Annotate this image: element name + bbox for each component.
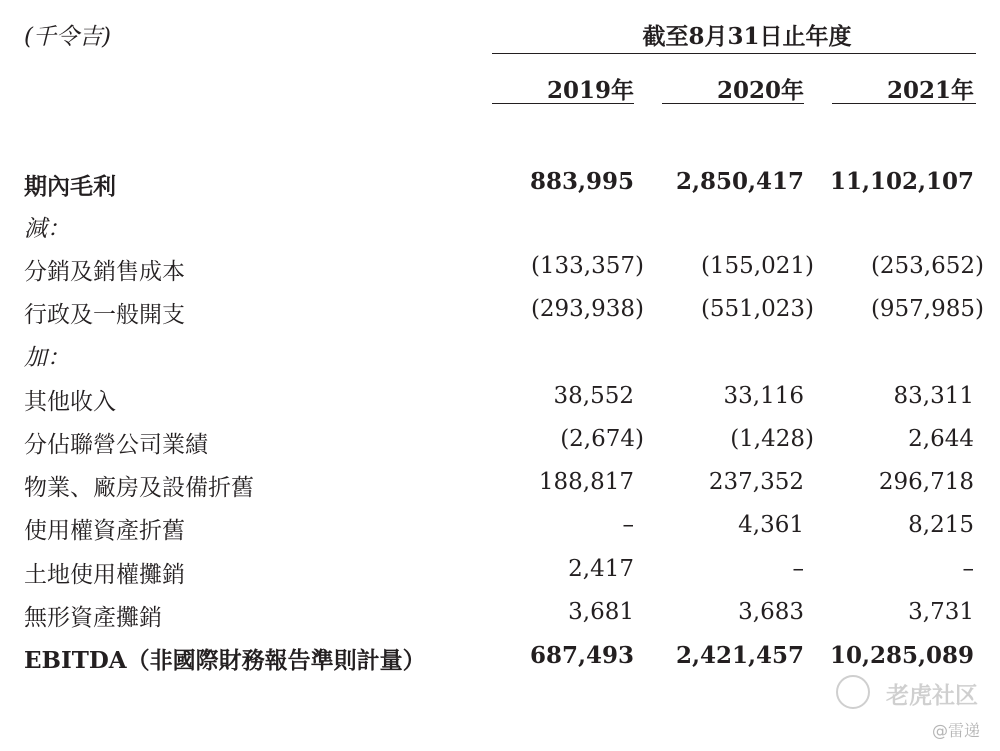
value-2020: 4,361	[738, 512, 804, 538]
year-header-2021: 2021年	[886, 77, 974, 104]
value-2021: 8,215	[908, 512, 974, 538]
year-header-2020: 2020年	[716, 77, 804, 104]
value-2020: (551,023)	[700, 296, 814, 322]
row-label: 分銷及銷售成本	[24, 259, 185, 285]
row-label: 減：	[24, 216, 70, 242]
unit-label: (千令吉)	[24, 24, 111, 50]
value-2021: (253,652)	[870, 253, 984, 279]
year-rule-2019	[492, 103, 634, 104]
value-2021: (957,985)	[870, 296, 984, 322]
row-label: 分佔聯營公司業績	[24, 432, 208, 458]
period-heading: 截至8月31日止年度	[642, 23, 852, 50]
row-label: 無形資產攤銷	[24, 605, 162, 631]
value-2021: –	[962, 556, 974, 582]
value-2019: (293,938)	[530, 296, 644, 322]
value-2019: 188,817	[538, 469, 634, 495]
value-2019: 3,681	[568, 599, 634, 625]
value-2020: 237,352	[708, 469, 804, 495]
value-2021: 10,285,089	[829, 642, 974, 669]
row-label: 期內毛利	[24, 173, 116, 200]
value-2021: 3,731	[908, 599, 974, 625]
row-label: 行政及一般開支	[24, 302, 185, 328]
value-2021: 83,311	[893, 383, 974, 409]
year-header-2019: 2019年	[546, 77, 634, 104]
value-2020: (155,021)	[700, 253, 814, 279]
value-2019: (2,674)	[560, 426, 644, 452]
watermark-brand: 老虎社区	[886, 683, 978, 709]
row-label: 使用權資產折舊	[24, 518, 185, 544]
year-rule-2021	[832, 103, 976, 104]
value-2020: –	[792, 556, 804, 582]
year-rule-2020	[662, 103, 804, 104]
tiger-logo-icon	[836, 675, 870, 709]
row-label: EBITDA（非國際財務報告準則計量）	[24, 647, 426, 674]
value-2019: 883,995	[529, 168, 634, 195]
period-rule	[492, 53, 976, 54]
value-2019: –	[622, 512, 634, 538]
value-2019: (133,357)	[530, 253, 644, 279]
value-2021: 296,718	[878, 469, 974, 495]
value-2020: 3,683	[738, 599, 804, 625]
value-2019: 687,493	[529, 642, 634, 669]
row-label: 土地使用權攤銷	[24, 562, 185, 588]
value-2020: 2,850,417	[675, 168, 804, 195]
value-2019: 38,552	[553, 383, 634, 409]
value-2021: 11,102,107	[829, 168, 974, 195]
row-label: 物業、廠房及設備折舊	[24, 475, 254, 501]
value-2019: 2,417	[568, 556, 634, 582]
row-label: 其他收入	[24, 389, 116, 415]
value-2021: 2,644	[908, 426, 974, 452]
row-label: 加：	[24, 345, 70, 371]
watermark-author: @雷递	[931, 721, 980, 740]
value-2020: 33,116	[723, 383, 804, 409]
value-2020: 2,421,457	[675, 642, 804, 669]
value-2020: (1,428)	[730, 426, 814, 452]
